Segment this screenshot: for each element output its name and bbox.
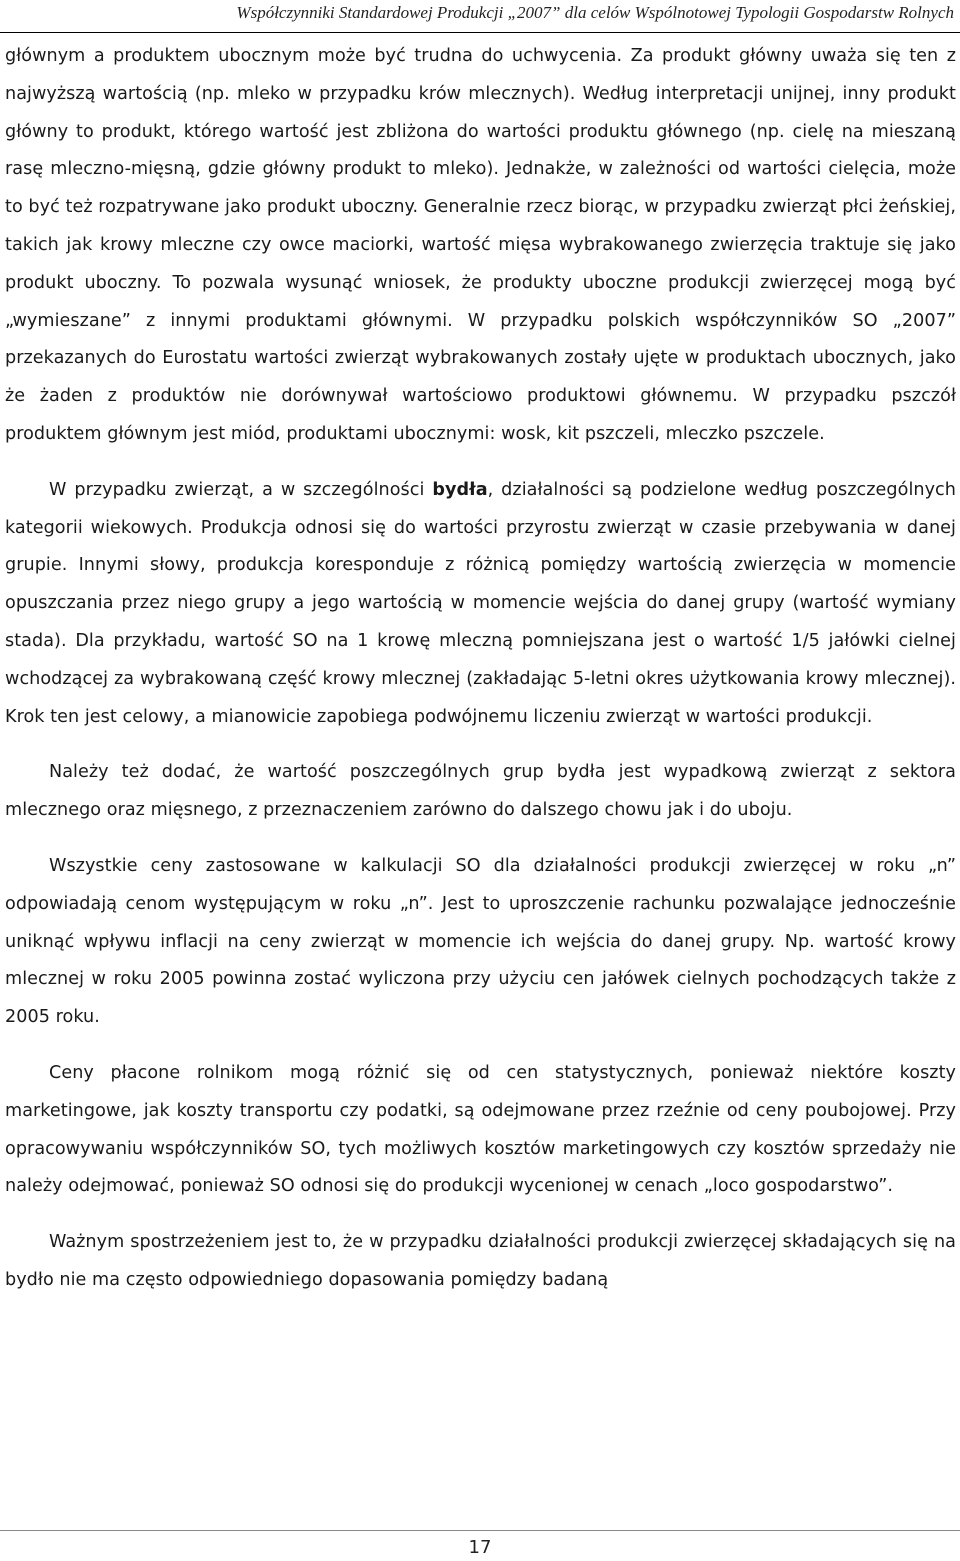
paragraph-byproducts: głównym a produktem ubocznym może być trudna do uchwycenia. Za produkt główny uważa się ten z najwyższą wartością (np. mleko w przypadku krów mlecznych). Według interpretacji unijnej, inny produkt główny to produkt, którego wartość jest zbliżona do wartości produktu głównego (np. cielę na mieszaną rasę mleczno-mięsną, gdzie główny produkt to mleko). Jednakże, w zależności od wartości cielęcia, może to być też rozpatrywane jako produkt uboczny. Generalnie rzecz biorąc, w przypadku zwierząt płci żeńskiej, takich jak krowy mleczne czy owce maciorki, wartość mięsa wybrakowanego zwierzęcia traktuje się jako produkt uboczny. To pozwala wysunąć wniosek, że produkty uboczne produkcji zwierzęcej mogą być „wymieszane” z innymi produktami głównymi. W przypadku polskich współczynników SO „2007” przekazanych do Eurostatu wartości zwierząt wybrakowanych zostały ujęte w produktach ubocznych, jako że żaden z produktów nie dorównywał wartościowo produktowi głównemu. W przypadku pszczół produktem głównym jest miód, produktami ubocznymi: wosk, kit pszczeli, mleczko pszczele. bbox=[5, 46, 956, 444]
paragraph-text-before: W przypadku zwierząt, a w szczególności bbox=[49, 479, 433, 500]
paragraph-farmer-prices: Ceny płacone rolnikom mogą różnić się od cen statystycznych, ponieważ niektóre koszty marketingowe, jak koszty transportu czy podatki, są odejmowane przez rzeźnie od ceny poubojowej. Przy opracowywaniu współczynników SO, tych możliwych kosztów marketingowych czy kosztów sprzedaży nie należy odejmować, ponieważ SO odnosi się do produkcji wycenionej w cenach „loco gospodarstwo”. bbox=[5, 1062, 956, 1197]
paragraph-cattle-groups-value: Należy też dodać, że wartość poszczególnych grup bydła jest wypadkową zwierząt z sektora mlecznego oraz mięsnego, z przeznaczeniem zarówno do dalszego chowu jak i do uboju. bbox=[5, 762, 956, 821]
footer-divider bbox=[0, 1530, 960, 1531]
document-body bbox=[5, 38, 956, 1300]
paragraph-text-after: , działalności są podzielone według poszczególnych kategorii wiekowych. Produkcja odnosi się do wartości przyrostu zwierząt w czasie przebywania w danej grupie. Innymi słowy, produkcja koresponduje z różnicą pomiędzy wartością zwierzęcia w momencie opuszczania przez niego grupy a jego wartością w momencie wejścia do danej grupy (wartość wymiany stada). Dla przykładu, wartość SO na 1 krowę mleczną pomniejszana jest o wartość 1/5 jałówki cielnej wchodzącej za wybrakowaną część krowy mlecznej (zakładając 5-letni okres użytkowania krowy mlecznej). Krok ten jest celowy, a mianowicie zapobiega podwójnemu liczeniu zwierząt w wartości produkcji. bbox=[5, 479, 956, 727]
running-header: Współczynniki Standardowej Produkcji „2007” dla celów Wspólnotowej Typologii Gospodarstw Rolnych bbox=[0, 0, 960, 33]
paragraph-prices-year-n: Wszystkie ceny zastosowane w kalkulacji SO dla działalności produkcji zwierzęcej w roku „n” odpowiadają cenom występującym w roku „n”. Jest to uproszczenie rachunku pozwalające jednocześnie uniknąć wpływu inflacji na ceny zwierząt w momencie ich wejścia do danej grupy. Np. wartość krowy mlecznej w roku 2005 powinna zostać wyliczona przy użyciu cen jałówek cielnych pochodzących także z 2005 roku. bbox=[5, 855, 956, 1028]
bold-term-cattle: bydła bbox=[432, 479, 488, 500]
page-number: 17 bbox=[468, 1537, 492, 1558]
paragraph-observation: Ważnym spostrzeżeniem jest to, że w przypadku działalności produkcji zwierzęcej składających się na bydło nie ma często odpowiedniego dopasowania pomiędzy badaną bbox=[5, 1232, 956, 1290]
paragraph-cattle-age-categories bbox=[5, 472, 956, 737]
